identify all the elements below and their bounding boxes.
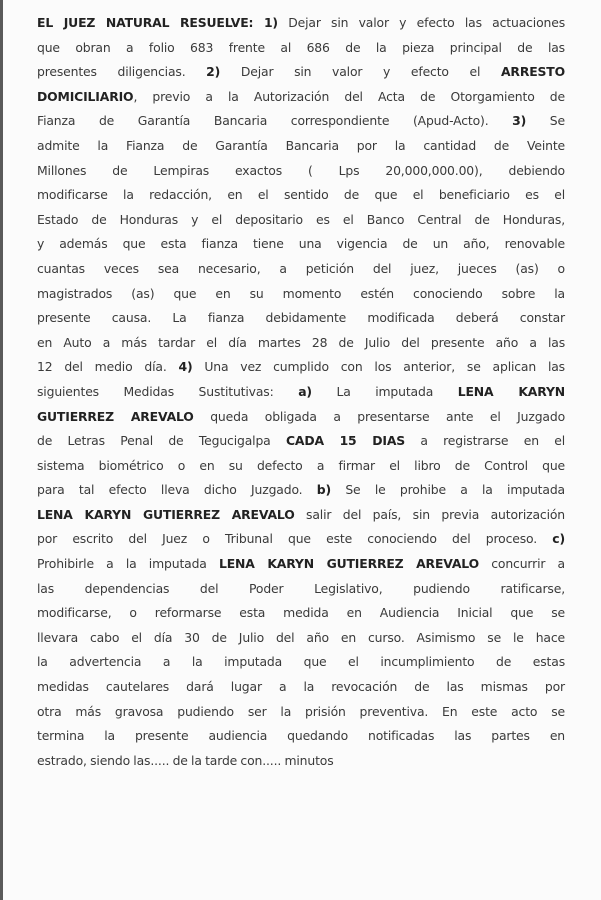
bold-text: LENA KARYN GUTIERREZ AREVALO [218, 556, 479, 572]
text-line [37, 183, 565, 208]
text-run: admite la Fianza de Garantía Bancaria por la cantidad de Veinte [37, 137, 565, 153]
text-run: Prohibirle a la imputada [37, 556, 219, 572]
text-line [37, 650, 565, 675]
text-line [37, 454, 565, 479]
text-run: Dejar sin valor y efecto el [220, 64, 501, 80]
text-run: magistrados (as) que en su momento estén conociendo sobre la [37, 285, 565, 301]
text-run: sistema biométrico o en su defecto a firmar el libro de Control que [37, 457, 565, 473]
text-line [37, 601, 565, 626]
bold-text: 2) [206, 64, 221, 80]
text-run: Millones de Lempiras exactos ( Lps 20,000,000.00), debiendo [37, 162, 565, 178]
text-run: Dejar sin valor y efecto las actuaciones [277, 15, 566, 30]
text-line [37, 11, 565, 36]
text-line [37, 208, 565, 233]
text-line [37, 355, 565, 380]
text-run: que obran a folio 683 frente al 686 de la pieza principal de las [37, 39, 565, 55]
text-run: las dependencias del Poder Legislativo, pudiendo ratificarse, [37, 580, 565, 596]
text-run: 12 del medio día. [37, 359, 179, 375]
text-run: , previo a la Autorización del Acta de Otorgamiento de [133, 88, 565, 104]
text-line [37, 282, 565, 307]
bold-text: GUTIERREZ AREVALO [37, 408, 194, 424]
text-line [37, 749, 565, 774]
text-line [37, 700, 565, 725]
text-run: La imputada [311, 383, 458, 399]
text-run: de Letras Penal de Tegucigalpa [37, 433, 286, 449]
text-run: salir del país, sin previa autorización [294, 506, 565, 522]
text-line [37, 36, 565, 61]
text-line [37, 134, 565, 159]
text-run: presente causa. La fianza debidamente modificada deberá constar [37, 310, 565, 326]
text-run: Estado de Honduras y el depositario es el Banco Central de Honduras, [37, 211, 565, 227]
text-line [37, 724, 565, 749]
text-run: Se le prohibe a la imputada [331, 482, 565, 498]
text-line [37, 60, 565, 85]
text-run: medidas cautelares dará lugar a la revocación de las mismas por [37, 679, 565, 695]
text-run: concurrir a [479, 556, 565, 572]
bold-text: c) [552, 531, 565, 547]
bold-text: CADA 15 DIAS [285, 433, 406, 449]
text-run: otra más gravosa pudiendo ser la prisión preventiva. En este acto se [37, 703, 565, 719]
text-run: en Auto a más tardar el día martes 28 de Julio del presente año a las [37, 334, 565, 350]
bold-text: EL JUEZ NATURAL RESUELVE: 1) [37, 15, 278, 30]
text-run: Una vez cumplido con los anterior, se aplican las [192, 359, 565, 375]
text-line [37, 552, 565, 577]
text-line [37, 675, 565, 700]
bold-text: DOMICILIARIO [37, 88, 134, 104]
bold-text: LENA KARYN GUTIERREZ AREVALO [37, 506, 295, 522]
text-run: queda obligada a presentarse ante el Juzgado [193, 408, 565, 424]
text-run: modificarse la redacción, en el sentido de que el beneficiario es el [37, 187, 565, 203]
bold-text: b) [316, 482, 332, 498]
text-run: Se [526, 113, 565, 129]
text-run: Fianza de Garantía Bancaria correspondiente (Apud-Acto). [37, 113, 513, 129]
bold-text: a) [298, 383, 312, 399]
text-run: termina la presente audiencia quedando notificadas las partes en [37, 728, 565, 744]
text-run: a registrarse en el [405, 433, 565, 449]
text-line [37, 527, 565, 552]
text-line [37, 380, 565, 405]
text-run: y además que esta fianza tiene una vigencia de un año, renovable [37, 236, 565, 252]
court-resolution-text [37, 11, 565, 773]
text-line [37, 306, 565, 331]
text-line [37, 109, 565, 134]
bold-text: 3) [512, 113, 527, 129]
bold-text: ARRESTO [500, 64, 565, 80]
text-run: estrado, siendo las..... de la tarde con..... minutos [37, 752, 334, 768]
text-run: llevara cabo el día 30 de Julio del año en curso. Asimismo se le hace [37, 629, 565, 645]
text-line [37, 577, 565, 602]
text-line [37, 331, 565, 356]
text-line [37, 478, 565, 503]
text-run: cuantas veces sea necesario, a petición del juez, jueces (as) o [37, 260, 565, 276]
text-run: la advertencia a la imputada que el incumplimiento de estas [37, 654, 565, 670]
text-line [37, 85, 565, 110]
text-run: siguientes Medidas Sustitutivas: [37, 383, 299, 399]
text-line [37, 429, 565, 454]
text-line [37, 405, 565, 430]
text-line [37, 503, 565, 528]
page-edge-border [0, 0, 3, 900]
text-line [37, 232, 565, 257]
text-run: para tal efecto lleva dicho Juzgado. [37, 482, 317, 498]
text-run: modificarse, o reformarse esta medida en Audiencia Inicial que se [37, 605, 565, 621]
text-line [37, 626, 565, 651]
bold-text: 4) [178, 359, 193, 375]
text-line [37, 257, 565, 282]
text-run: presentes diligencias. [37, 64, 207, 80]
bold-text: LENA KARYN [457, 383, 565, 399]
text-line [37, 159, 565, 184]
text-run: por escrito del Juez o Tribunal que este conociendo del proceso. [37, 531, 553, 547]
